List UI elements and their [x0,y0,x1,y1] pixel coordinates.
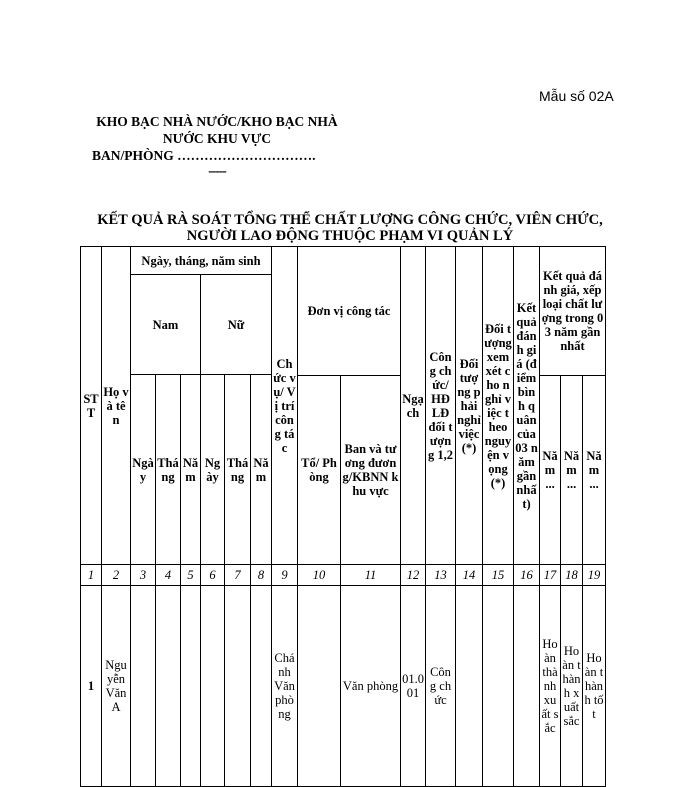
table-row [81,586,606,787]
header-dept: Ban và tương đương/KBNN khu vực [341,376,401,565]
col-num: 15 [483,565,514,586]
cell-male-month [156,586,181,787]
col-num: 2 [102,565,131,586]
col-num: 19 [583,565,606,586]
cell-female-day [201,586,225,787]
header-male: Nam [131,275,201,375]
header-staff-type: Công chức/ HĐLĐ đối tượng 1,2 [426,247,456,565]
header-year-2: Năm ... [561,376,583,565]
cell-staff-type: Công chức [426,586,456,787]
cell-name: Nguyễn Văn A [102,586,131,787]
header-must-quit: Đối tượng phải nghỉ việc (*) [456,247,483,565]
header-position: Chức vụ/ Vị trí công tác [272,247,298,565]
header-female: Nữ [201,275,272,375]
col-num: 3 [131,565,156,586]
agency-name: KHO BẠC NHÀ NƯỚC/KHO BẠC NHÀ NƯỚC KHU VỰC [96,114,338,146]
document-title [60,212,640,244]
title-line-2: NGƯỜI LAO ĐỘNG THUỘC PHẠM VI QUẢN LÝ [186,228,514,244]
col-num: 6 [201,565,225,586]
cell-rank: 01.001 [401,586,426,787]
header-male-year: Năm [181,375,201,565]
cell-avg-score [514,586,540,787]
cell-female-year [251,586,272,787]
form-number: Mẫu số 02A [539,88,614,104]
title-line-1: KẾT QUẢ RÀ SOÁT TỔNG THỂ CHẤT LƯỢNG CÔNG CHỨC, VIÊN CHỨC, [97,212,603,228]
review-table [80,246,606,787]
agency-header [86,113,348,178]
col-num: 16 [514,565,540,586]
header-female-year: Năm [251,375,272,565]
cell-male-day [131,586,156,787]
col-num: 9 [272,565,298,586]
cell-year-2: Hoàn thành xuất sắc [561,586,583,787]
header-name: Họ và tên [102,247,131,565]
cell-stt: 1 [81,586,102,787]
col-num: 7 [225,565,251,586]
header-rating: Kết quả đánh giá, xếp loại chất lượng trong 03 năm gần nhất [540,247,606,376]
col-num: 18 [561,565,583,586]
cell-position: Chánh Văn phòng [272,586,298,787]
column-number-row [81,565,606,586]
col-num: 12 [401,565,426,586]
header-rank: Ngạch [401,247,426,565]
header-dob: Ngày, tháng, năm sinh [131,247,272,275]
col-num: 5 [181,565,201,586]
cell-dept: Văn phòng [341,586,401,787]
header-female-month: Tháng [225,375,251,565]
col-num: 13 [426,565,456,586]
col-num: 4 [156,565,181,586]
col-num: 8 [251,565,272,586]
cell-team [298,586,341,787]
cell-female-month [225,586,251,787]
col-num: 17 [540,565,561,586]
header-separator: ----- [208,163,226,178]
cell-year-3: Hoàn thành tốt [583,586,606,787]
col-num: 1 [81,565,102,586]
col-num: 14 [456,565,483,586]
header-stt: STT [81,247,102,565]
header-year-3: Năm ... [583,376,606,565]
cell-must-quit [456,586,483,787]
cell-male-year [181,586,201,787]
header-team: Tổ/ Phòng [298,376,341,565]
header-avg-score: Kết quả đánh giá (điểm bình quân của 03 năm gần nhất) [514,247,540,565]
header-consider-quit: Đối tượng xem xét cho nghỉ việc theo nguyện vọng (*) [483,247,514,565]
header-female-day: Ngày [201,375,225,565]
header-male-day: Ngày [131,375,156,565]
department-line: BAN/PHÒNG …………………………. [92,148,316,163]
header-year-1: Năm ... [540,376,561,565]
cell-consider-quit [483,586,514,787]
col-num: 11 [341,565,401,586]
cell-year-1: Hoàn thành xuất sắc [540,586,561,787]
header-male-month: Tháng [156,375,181,565]
header-unit: Đơn vị công tác [298,247,401,376]
col-num: 10 [298,565,341,586]
